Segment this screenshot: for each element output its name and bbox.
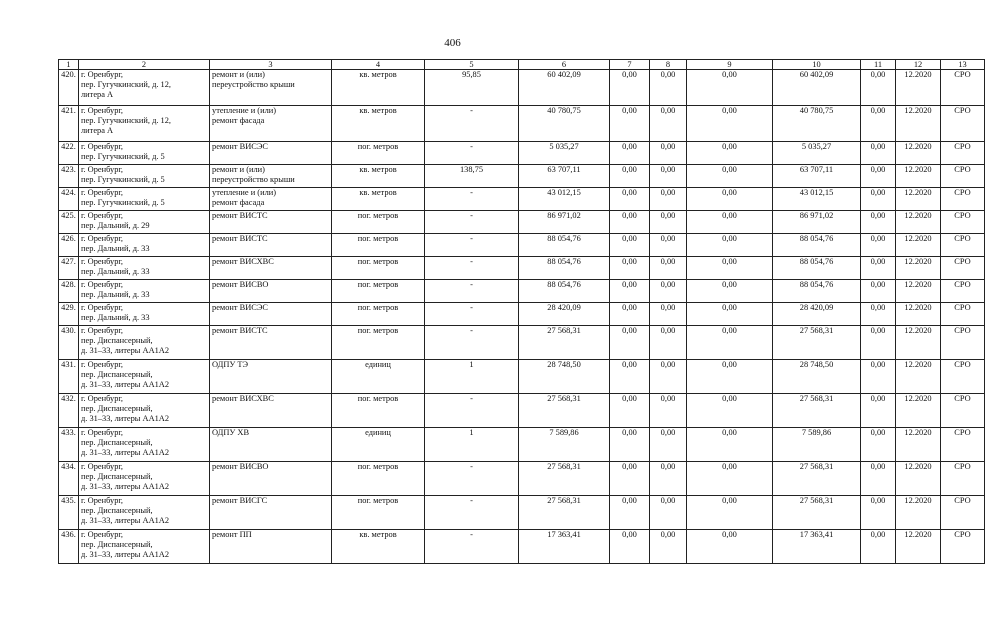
method-cell: СРО (941, 496, 985, 530)
deadline-cell: 12.2020 (896, 106, 941, 142)
method-cell: СРО (941, 428, 985, 462)
col10-cell: 27 568,31 (773, 496, 861, 530)
quantity-cell: - (425, 394, 519, 428)
work-type-cell: ремонт ВИСЭС (210, 303, 332, 326)
row-number: 433. (59, 428, 79, 462)
total-cost-cell: 5 035,27 (519, 142, 610, 165)
method-cell: СРО (941, 165, 985, 188)
unit-cell: пог. метров (332, 303, 425, 326)
col11-cell: 0,00 (861, 211, 896, 234)
work-type-cell: ремонт ВИСВО (210, 280, 332, 303)
col9-cell: 0,00 (687, 142, 773, 165)
deadline-cell: 12.2020 (896, 142, 941, 165)
method-cell: СРО (941, 106, 985, 142)
deadline-cell: 12.2020 (896, 234, 941, 257)
total-cost-cell: 17 363,41 (519, 530, 610, 564)
col8-cell: 0,00 (650, 360, 687, 394)
column-number-11: 11 (861, 60, 896, 70)
total-cost-cell: 86 971,02 (519, 211, 610, 234)
address-cell: г. Оренбург, пер. Гугучкинский, д. 5 (79, 165, 210, 188)
deadline-cell: 12.2020 (896, 211, 941, 234)
address-cell: г. Оренбург, пер. Диспансерный, д. 31–33, литеры АА1А2 (79, 496, 210, 530)
col8-cell: 0,00 (650, 428, 687, 462)
table-row (59, 257, 985, 280)
col8-cell: 0,00 (650, 280, 687, 303)
table-row (59, 303, 985, 326)
deadline-cell: 12.2020 (896, 360, 941, 394)
col7-cell: 0,00 (610, 303, 650, 326)
work-type-cell: ремонт ВИСТС (210, 234, 332, 257)
column-number-6: 6 (519, 60, 610, 70)
address-cell: г. Оренбург, пер. Гугучкинский, д. 5 (79, 142, 210, 165)
col8-cell: 0,00 (650, 257, 687, 280)
address-cell: г. Оренбург, пер. Диспансерный, д. 31–33, литеры АА1А2 (79, 530, 210, 564)
total-cost-cell: 27 568,31 (519, 394, 610, 428)
total-cost-cell: 27 568,31 (519, 496, 610, 530)
column-number-3: 3 (210, 60, 332, 70)
total-cost-cell: 60 402,09 (519, 70, 610, 106)
work-type-cell: ремонт ВИСВО (210, 462, 332, 496)
col11-cell: 0,00 (861, 165, 896, 188)
unit-cell: пог. метров (332, 326, 425, 360)
col8-cell: 0,00 (650, 188, 687, 211)
col7-cell: 0,00 (610, 280, 650, 303)
col8-cell: 0,00 (650, 142, 687, 165)
total-cost-cell: 88 054,76 (519, 234, 610, 257)
unit-cell: кв. метров (332, 106, 425, 142)
table-row (59, 142, 985, 165)
row-number: 431. (59, 360, 79, 394)
table-body (59, 70, 985, 564)
row-number: 422. (59, 142, 79, 165)
col7-cell: 0,00 (610, 70, 650, 106)
col9-cell: 0,00 (687, 280, 773, 303)
method-cell: СРО (941, 360, 985, 394)
unit-cell: пог. метров (332, 211, 425, 234)
total-cost-cell: 40 780,75 (519, 106, 610, 142)
col10-cell: 43 012,15 (773, 188, 861, 211)
method-cell: СРО (941, 234, 985, 257)
col7-cell: 0,00 (610, 234, 650, 257)
col9-cell: 0,00 (687, 326, 773, 360)
unit-cell: пог. метров (332, 394, 425, 428)
quantity-cell: - (425, 234, 519, 257)
method-cell: СРО (941, 142, 985, 165)
col10-cell: 88 054,76 (773, 257, 861, 280)
quantity-cell: - (425, 106, 519, 142)
quantity-cell: - (425, 257, 519, 280)
col10-cell: 60 402,09 (773, 70, 861, 106)
address-cell: г. Оренбург, пер. Диспансерный, д. 31–33, литеры АА1А2 (79, 428, 210, 462)
method-cell: СРО (941, 530, 985, 564)
col11-cell: 0,00 (861, 188, 896, 211)
col7-cell: 0,00 (610, 462, 650, 496)
address-cell: г. Оренбург, пер. Гугучкинский, д. 12, литера А (79, 106, 210, 142)
row-number: 423. (59, 165, 79, 188)
col10-cell: 40 780,75 (773, 106, 861, 142)
col7-cell: 0,00 (610, 496, 650, 530)
quantity-cell: - (425, 142, 519, 165)
col7-cell: 0,00 (610, 530, 650, 564)
col9-cell: 0,00 (687, 394, 773, 428)
table-row (59, 188, 985, 211)
col11-cell: 0,00 (861, 530, 896, 564)
col7-cell: 0,00 (610, 326, 650, 360)
work-type-cell: ремонт ВИСЭС (210, 142, 332, 165)
unit-cell: пог. метров (332, 462, 425, 496)
unit-cell: единиц (332, 428, 425, 462)
table-row (59, 211, 985, 234)
work-type-cell: ремонт и (или) переустройство крыши (210, 165, 332, 188)
quantity-cell: - (425, 188, 519, 211)
quantity-cell: 1 (425, 360, 519, 394)
deadline-cell: 12.2020 (896, 496, 941, 530)
unit-cell: пог. метров (332, 257, 425, 280)
col10-cell: 5 035,27 (773, 142, 861, 165)
col8-cell: 0,00 (650, 211, 687, 234)
method-cell: СРО (941, 257, 985, 280)
address-cell: г. Оренбург, пер. Диспансерный, д. 31–33, литеры АА1А2 (79, 360, 210, 394)
col9-cell: 0,00 (687, 106, 773, 142)
table-row (59, 326, 985, 360)
col11-cell: 0,00 (861, 326, 896, 360)
quantity-cell: - (425, 496, 519, 530)
col9-cell: 0,00 (687, 70, 773, 106)
col9-cell: 0,00 (687, 360, 773, 394)
method-cell: СРО (941, 211, 985, 234)
method-cell: СРО (941, 188, 985, 211)
row-number: 427. (59, 257, 79, 280)
column-number-7: 7 (610, 60, 650, 70)
deadline-cell: 12.2020 (896, 462, 941, 496)
address-cell: г. Оренбург, пер. Дальний, д. 33 (79, 257, 210, 280)
total-cost-cell: 88 054,76 (519, 280, 610, 303)
total-cost-cell: 27 568,31 (519, 462, 610, 496)
col8-cell: 0,00 (650, 70, 687, 106)
address-cell: г. Оренбург, пер. Диспансерный, д. 31–33, литеры АА1А2 (79, 394, 210, 428)
col7-cell: 0,00 (610, 106, 650, 142)
row-number: 434. (59, 462, 79, 496)
col10-cell: 7 589,86 (773, 428, 861, 462)
col9-cell: 0,00 (687, 165, 773, 188)
col10-cell: 27 568,31 (773, 326, 861, 360)
table-row (59, 530, 985, 564)
unit-cell: пог. метров (332, 280, 425, 303)
deadline-cell: 12.2020 (896, 165, 941, 188)
table-row (59, 165, 985, 188)
col11-cell: 0,00 (861, 257, 896, 280)
col11-cell: 0,00 (861, 394, 896, 428)
address-cell: г. Оренбург, пер. Дальний, д. 33 (79, 234, 210, 257)
col8-cell: 0,00 (650, 303, 687, 326)
method-cell: СРО (941, 462, 985, 496)
unit-cell: единиц (332, 360, 425, 394)
col7-cell: 0,00 (610, 142, 650, 165)
row-number: 425. (59, 211, 79, 234)
total-cost-cell: 28 748,50 (519, 360, 610, 394)
col10-cell: 88 054,76 (773, 280, 861, 303)
unit-cell: пог. метров (332, 496, 425, 530)
column-number-5: 5 (425, 60, 519, 70)
column-number-8: 8 (650, 60, 687, 70)
col8-cell: 0,00 (650, 106, 687, 142)
col9-cell: 0,00 (687, 530, 773, 564)
quantity-cell: - (425, 280, 519, 303)
quantity-cell: - (425, 211, 519, 234)
col11-cell: 0,00 (861, 360, 896, 394)
col10-cell: 27 568,31 (773, 462, 861, 496)
table-row (59, 428, 985, 462)
col7-cell: 0,00 (610, 165, 650, 188)
column-number-9: 9 (687, 60, 773, 70)
unit-cell: пог. метров (332, 234, 425, 257)
table-row (59, 462, 985, 496)
row-number: 432. (59, 394, 79, 428)
method-cell: СРО (941, 303, 985, 326)
col10-cell: 86 971,02 (773, 211, 861, 234)
column-number-2: 2 (79, 60, 210, 70)
work-type-cell: утепление и (или) ремонт фасада (210, 188, 332, 211)
table-row (59, 496, 985, 530)
col7-cell: 0,00 (610, 188, 650, 211)
table-row (59, 234, 985, 257)
deadline-cell: 12.2020 (896, 428, 941, 462)
deadline-cell: 12.2020 (896, 280, 941, 303)
col7-cell: 0,00 (610, 394, 650, 428)
col7-cell: 0,00 (610, 360, 650, 394)
row-number: 420. (59, 70, 79, 106)
col7-cell: 0,00 (610, 257, 650, 280)
table-row (59, 70, 985, 106)
col10-cell: 17 363,41 (773, 530, 861, 564)
col8-cell: 0,00 (650, 165, 687, 188)
row-number: 421. (59, 106, 79, 142)
col11-cell: 0,00 (861, 303, 896, 326)
col11-cell: 0,00 (861, 234, 896, 257)
quantity-cell: 138,75 (425, 165, 519, 188)
deadline-cell: 12.2020 (896, 530, 941, 564)
method-cell: СРО (941, 394, 985, 428)
address-cell: г. Оренбург, пер. Диспансерный, д. 31–33, литеры АА1А2 (79, 462, 210, 496)
capital-repair-table (58, 59, 985, 564)
total-cost-cell: 27 568,31 (519, 326, 610, 360)
quantity-cell: - (425, 462, 519, 496)
col11-cell: 0,00 (861, 462, 896, 496)
work-type-cell: ремонт ВИСГС (210, 496, 332, 530)
col10-cell: 28 748,50 (773, 360, 861, 394)
address-cell: г. Оренбург, пер. Гугучкинский, д. 5 (79, 188, 210, 211)
col10-cell: 28 420,09 (773, 303, 861, 326)
col9-cell: 0,00 (687, 303, 773, 326)
unit-cell: кв. метров (332, 70, 425, 106)
col11-cell: 0,00 (861, 428, 896, 462)
quantity-cell: 95,85 (425, 70, 519, 106)
work-type-cell: ОДПУ ТЭ (210, 360, 332, 394)
work-type-cell: ремонт ВИСТС (210, 211, 332, 234)
col10-cell: 63 707,11 (773, 165, 861, 188)
row-number: 424. (59, 188, 79, 211)
total-cost-cell: 63 707,11 (519, 165, 610, 188)
work-type-cell: ремонт и (или) переустройство крыши (210, 70, 332, 106)
method-cell: СРО (941, 326, 985, 360)
col9-cell: 0,00 (687, 462, 773, 496)
address-cell: г. Оренбург, пер. Дальний, д. 33 (79, 303, 210, 326)
table-row (59, 106, 985, 142)
work-type-cell: ремонт ВИСХВС (210, 394, 332, 428)
col9-cell: 0,00 (687, 188, 773, 211)
method-cell: СРО (941, 280, 985, 303)
unit-cell: кв. метров (332, 530, 425, 564)
row-number: 435. (59, 496, 79, 530)
col8-cell: 0,00 (650, 326, 687, 360)
column-number-4: 4 (332, 60, 425, 70)
row-number: 430. (59, 326, 79, 360)
unit-cell: кв. метров (332, 165, 425, 188)
deadline-cell: 12.2020 (896, 303, 941, 326)
col9-cell: 0,00 (687, 428, 773, 462)
deadline-cell: 12.2020 (896, 70, 941, 106)
work-type-cell: ОДПУ ХВ (210, 428, 332, 462)
col11-cell: 0,00 (861, 280, 896, 303)
column-number-row (59, 60, 985, 70)
method-cell: СРО (941, 70, 985, 106)
col8-cell: 0,00 (650, 496, 687, 530)
col11-cell: 0,00 (861, 70, 896, 106)
col9-cell: 0,00 (687, 211, 773, 234)
work-type-cell: ремонт ВИСХВС (210, 257, 332, 280)
table-row (59, 360, 985, 394)
address-cell: г. Оренбург, пер. Диспансерный, д. 31–33, литеры АА1А2 (79, 326, 210, 360)
address-cell: г. Оренбург, пер. Дальний, д. 33 (79, 280, 210, 303)
quantity-cell: - (425, 326, 519, 360)
col9-cell: 0,00 (687, 496, 773, 530)
col10-cell: 88 054,76 (773, 234, 861, 257)
row-number: 429. (59, 303, 79, 326)
work-type-cell: ремонт ВИСТС (210, 326, 332, 360)
work-type-cell: ремонт ПП (210, 530, 332, 564)
col8-cell: 0,00 (650, 234, 687, 257)
quantity-cell: - (425, 530, 519, 564)
col11-cell: 0,00 (861, 142, 896, 165)
column-number-12: 12 (896, 60, 941, 70)
table-row (59, 280, 985, 303)
column-number-1: 1 (59, 60, 79, 70)
col8-cell: 0,00 (650, 530, 687, 564)
quantity-cell: - (425, 303, 519, 326)
total-cost-cell: 43 012,15 (519, 188, 610, 211)
deadline-cell: 12.2020 (896, 188, 941, 211)
table-row (59, 394, 985, 428)
deadline-cell: 12.2020 (896, 326, 941, 360)
col10-cell: 27 568,31 (773, 394, 861, 428)
col7-cell: 0,00 (610, 211, 650, 234)
deadline-cell: 12.2020 (896, 394, 941, 428)
col7-cell: 0,00 (610, 428, 650, 462)
total-cost-cell: 88 054,76 (519, 257, 610, 280)
address-cell: г. Оренбург, пер. Гугучкинский, д. 12, литера А (79, 70, 210, 106)
column-number-10: 10 (773, 60, 861, 70)
unit-cell: кв. метров (332, 188, 425, 211)
col9-cell: 0,00 (687, 257, 773, 280)
row-number: 436. (59, 530, 79, 564)
work-type-cell: утепление и (или) ремонт фасада (210, 106, 332, 142)
col9-cell: 0,00 (687, 234, 773, 257)
total-cost-cell: 28 420,09 (519, 303, 610, 326)
address-cell: г. Оренбург, пер. Дальний, д. 29 (79, 211, 210, 234)
column-number-13: 13 (941, 60, 985, 70)
col8-cell: 0,00 (650, 462, 687, 496)
deadline-cell: 12.2020 (896, 257, 941, 280)
col11-cell: 0,00 (861, 496, 896, 530)
quantity-cell: 1 (425, 428, 519, 462)
unit-cell: пог. метров (332, 142, 425, 165)
row-number: 426. (59, 234, 79, 257)
row-number: 428. (59, 280, 79, 303)
page-number: 406 (444, 37, 461, 49)
col8-cell: 0,00 (650, 394, 687, 428)
col11-cell: 0,00 (861, 106, 896, 142)
total-cost-cell: 7 589,86 (519, 428, 610, 462)
